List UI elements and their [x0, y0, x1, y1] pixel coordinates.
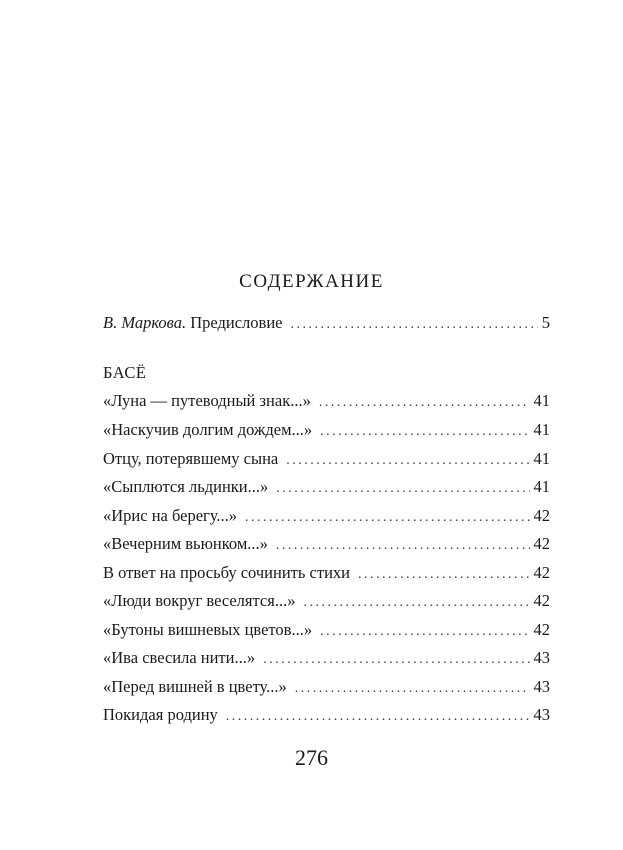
toc-entry	[103, 418, 550, 442]
dot-leader	[290, 313, 537, 335]
toc-entry-preface	[103, 311, 550, 335]
toc-page-number: 41	[533, 477, 550, 496]
dot-leader	[226, 705, 530, 727]
toc-entry	[103, 504, 550, 528]
dot-leader	[276, 477, 529, 499]
toc-page-number: 41	[533, 449, 550, 468]
toc-entry-title: «Ива свесила нити...»	[103, 648, 256, 667]
toc-entry-title: В ответ на просьбу сочинить стихи	[103, 563, 350, 582]
toc-entry-title: «Наскучив долгим дождем...»	[103, 420, 313, 439]
toc-page-number: 42	[533, 620, 550, 639]
dot-leader	[303, 591, 529, 613]
toc-entry-text	[103, 311, 282, 335]
toc-entry	[103, 475, 550, 499]
dot-leader	[320, 620, 529, 642]
toc-entry-title: «Бутоны вишневых цветов...»	[103, 620, 313, 639]
toc-entry	[103, 703, 550, 727]
toc-entry	[103, 618, 550, 642]
toc-page-number: 43	[533, 648, 550, 667]
dot-leader	[286, 449, 529, 471]
toc-entry	[103, 561, 550, 585]
toc-page-number: 42	[533, 534, 550, 553]
dot-leader	[319, 391, 530, 413]
dot-leader	[276, 534, 530, 556]
toc-page-number: 41	[533, 391, 550, 410]
toc-page-number: 42	[533, 591, 550, 610]
dot-leader	[295, 677, 530, 699]
toc-entry	[103, 447, 550, 471]
page-number: 276	[295, 745, 328, 770]
toc-page-number: 42	[533, 506, 550, 525]
toc-page-number: 5	[541, 313, 550, 332]
toc-entry	[103, 589, 550, 613]
toc-entry	[103, 675, 550, 699]
toc-entry-title: «Люди вокруг веселятся...»	[103, 591, 296, 610]
toc-entry	[103, 389, 550, 413]
dot-leader	[358, 563, 530, 585]
toc-entry-title: «Сыплются льдинки...»	[103, 477, 269, 496]
preface-author: В. Маркова.	[103, 313, 187, 332]
toc-page-number: 43	[533, 705, 550, 724]
preface-title: Предисловие	[190, 313, 283, 332]
dot-leader	[245, 506, 529, 528]
toc-title: СОДЕРЖАНИЕ	[239, 271, 384, 292]
section-heading: БАСЁ	[103, 363, 147, 382]
toc-entry-title: Отцу, потерявшему сына	[103, 449, 279, 468]
toc-page-number: 41	[533, 420, 550, 439]
toc-entry	[103, 646, 550, 670]
toc-entry-title: Покидая родину	[103, 705, 218, 724]
toc-page-number: 43	[533, 677, 550, 696]
toc-entry-title: «Луна — путеводный знак...»	[103, 391, 311, 410]
dot-leader	[263, 648, 529, 670]
toc-entry-title: «Вечерним вьюнком...»	[103, 534, 268, 553]
toc-entry-title: «Перед вишней в цвету...»	[103, 677, 287, 696]
dot-leader	[320, 420, 529, 442]
toc-entry	[103, 532, 550, 556]
toc-page-number: 42	[533, 563, 550, 582]
toc-entry-title: «Ирис на берегу...»	[103, 506, 238, 525]
